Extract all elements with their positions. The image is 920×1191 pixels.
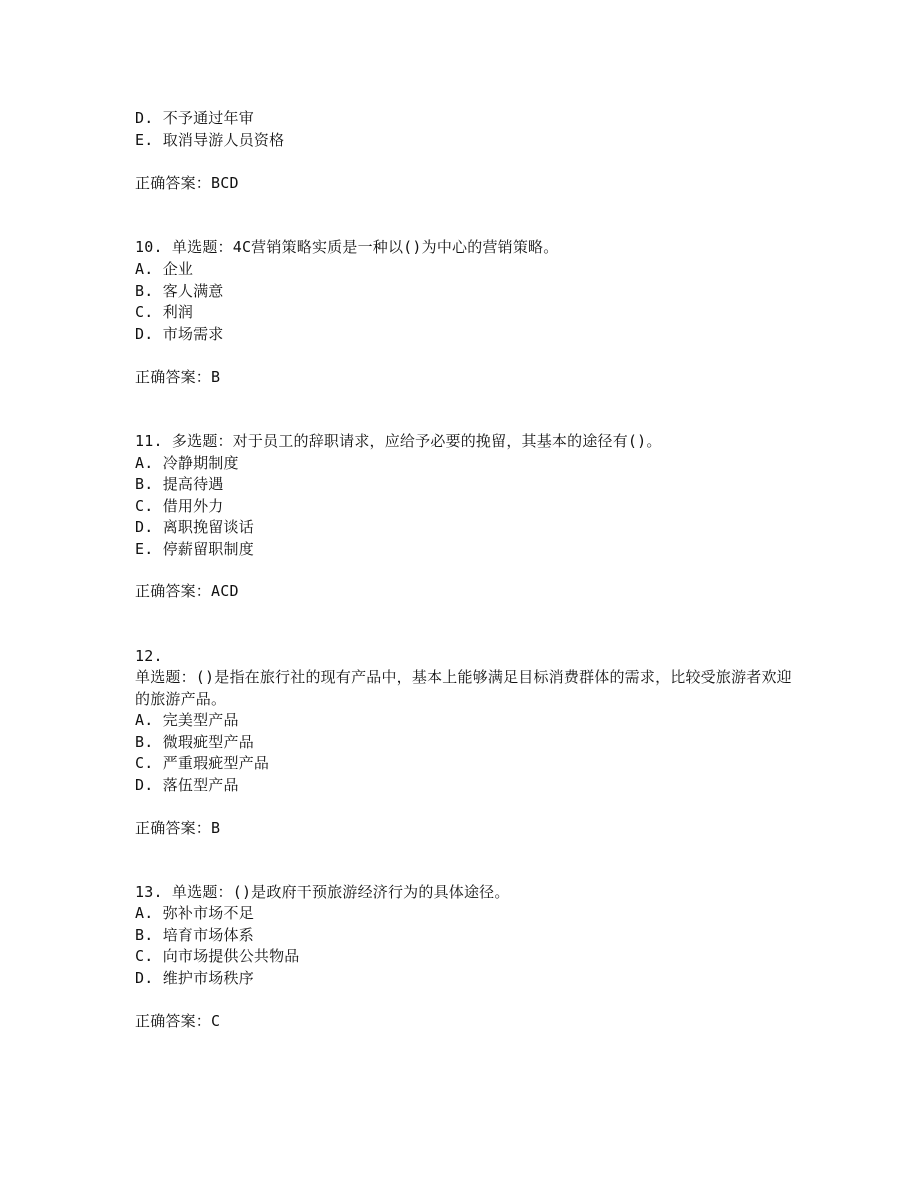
q11-option-b: B. 提高待遇 <box>135 475 224 493</box>
q9-option-e: E. 取消导游人员资格 <box>135 131 285 149</box>
q11-option-d: D. 离职挽留谈话 <box>135 518 254 536</box>
q10-option-d: D. 市场需求 <box>135 325 224 343</box>
q11-option-e: E. 停薪留职制度 <box>135 540 254 558</box>
q11-option-a: A. 冷静期制度 <box>135 454 239 472</box>
q10-stem: 10. 单选题：4C营销策略实质是一种以()为中心的营销策略。 <box>135 238 559 256</box>
q13-option-b: B. 培育市场体系 <box>135 926 254 944</box>
q13-option-c: C. 向市场提供公共物品 <box>135 947 300 965</box>
q12-number: 12. <box>135 647 163 665</box>
q9-option-d: D. 不予通过年审 <box>135 109 254 127</box>
q10-option-c: C. 利润 <box>135 303 194 321</box>
q10-answer: 正确答案：B <box>135 368 221 386</box>
q10-option-a: A. 企业 <box>135 260 194 278</box>
q12-answer: 正确答案：B <box>135 819 221 837</box>
q12-option-a: A. 完美型产品 <box>135 711 239 729</box>
q12-option-c: C. 严重瑕疵型产品 <box>135 754 270 772</box>
q11-answer: 正确答案：ACD <box>135 582 239 600</box>
q11-option-c: C. 借用外力 <box>135 497 224 515</box>
q13-option-d: D. 维护市场秩序 <box>135 969 254 987</box>
q9-answer: 正确答案：BCD <box>135 174 239 192</box>
q12-stem: 单选题：()是指在旅行社的现有产品中，基本上能够满足目标消费群体的需求，比较受旅游者欢迎的旅游产品。 <box>135 668 792 708</box>
q11-stem: 11. 多选题：对于员工的辞职请求，应给予必要的挽留，其基本的途径有()。 <box>135 432 662 450</box>
q12-option-b: B. 微瑕疵型产品 <box>135 733 254 751</box>
q13-option-a: A. 弥补市场不足 <box>135 904 254 922</box>
q13-answer: 正确答案：C <box>135 1012 221 1030</box>
q10-option-b: B. 客人满意 <box>135 282 224 300</box>
q13-stem: 13. 单选题：()是政府干预旅游经济行为的具体途径。 <box>135 883 510 901</box>
q12-option-d: D. 落伍型产品 <box>135 776 239 794</box>
